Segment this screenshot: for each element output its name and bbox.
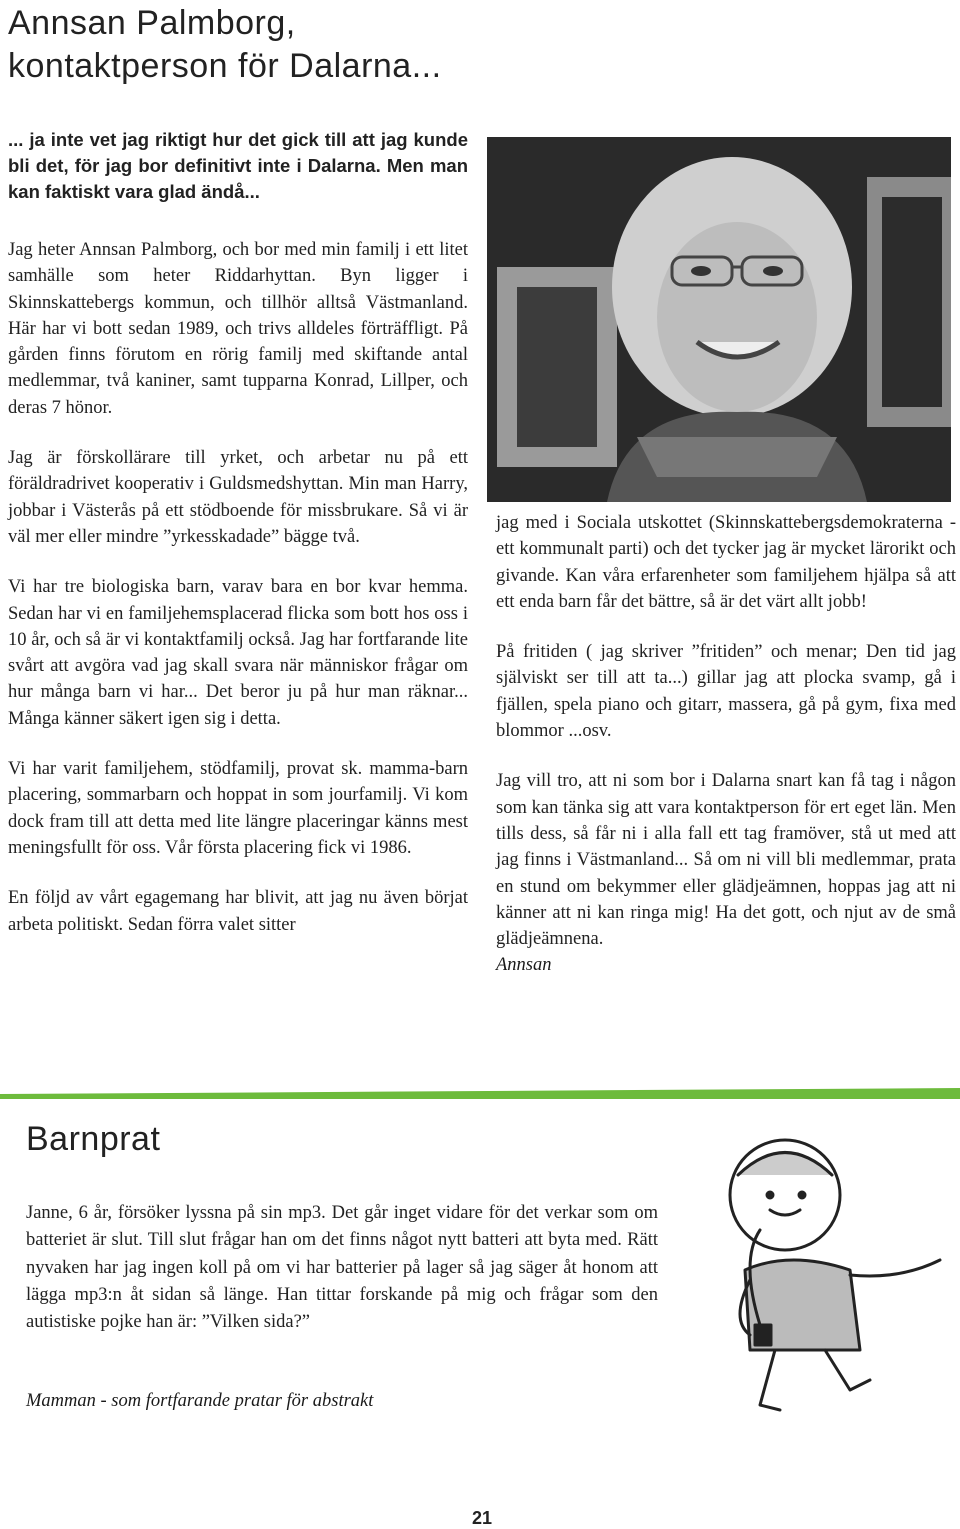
left-column [8,237,468,938]
barnprat-signature: Mamman - som fortfarande pratar för abstrakt [26,1391,374,1411]
barnprat-title: Barnprat [26,1120,161,1158]
paragraph: Jag är förskollärare till yrket, och arbetar nu på ett föräldradrivet kooperativ i Guldsmedshyttan. Min man Harry, jobbar i Västerås på ett stödboende för missbrukare. Så vi är väl mer eller mindre ”yrkesskadade” bägge två. [8,448,468,547]
boy-with-mp3-icon [700,1120,950,1420]
paragraph: Vi har varit familjehem, stödfamilj, provat sk. mamma-barn placering, sommarbarn och hoppat in som jourfamilj. Vi kom dock fram till att detta med lite längre placeringar känns mest meningsfullt för oss. Vår första placering fick vi 1986. [8,759,468,858]
barnprat-body [26,1200,658,1336]
barnprat-paragraph: Janne, 6 år, försöker lyssna på sin mp3. Det går inget vidare för det verkar som om batteriet är slut. Till slut frågar han om det finns något nytt batteri att byta med. Rätt nyvaken har jag ingen koll på om vi har batterier på lager så jag säger åt honom att lägga mp3:n åt sidan så länge. Han tittar forskande på mig och frågar som den autistiske pojke han är: ”Vilken sida?” [26,1203,658,1333]
title-line-1: Annsan Palmborg, [8,4,296,42]
right-column [496,510,956,978]
paragraph: Vi har tre biologiska barn, varav bara en bor kvar hemma. Sedan har vi en familjehemsplacerad flicka som bott hos oss i 10 år, och så är vi kontaktfamilj också. Jag har fortfarande lite svårt att avgöra vad jag skall svara när människor frågar om hur många barn vi har... Det beror ju på hur man räknar... Många känner säkert igen sig i detta. [8,577,468,729]
paragraph: Jag heter Annsan Palmborg, och bor med min familj i ett litet samhälle som heter Riddarhyttan. Byn ligger i Skinnskattebergs kommun, och tillhör alltså Västmanland. Här har vi bott sedan 1989, och trivs alldeles förträffligt. På gården finns förutom en rörig familj med skiftande antal medlemmar, två kaniner, samt tupparna Konrad, Lillper, och deras 7 hönor. [8,240,468,418]
portrait-illustration [487,137,951,502]
section-divider [0,1088,960,1099]
child-illustration [700,1120,950,1420]
title-line-2: kontaktperson för Dalarna... [8,47,442,85]
portrait-photo [487,137,951,502]
paragraph: Jag vill tro, att ni som bor i Dalarna snart kan få tag i någon som kan tänka sig att vara kontaktperson för ert eget län. Men tills dess, så får ni i alla fall ett tag framöver, stå ut med att jag finns i Västmanland... Så om ni vill bli medlemmar, prata en stund om bekymmer eller glädjeämnen, hoppas jag att ni känner att ni kan ringa mig! Ha det gott, och njut av de små glädjeämnena. [496,771,956,950]
article-signature: Annsan [496,955,552,976]
article-intro: ... ja inte vet jag riktigt hur det gick till att jag kunde bli det, för jag bor definitivt inte i Dalarna. Men man kan faktiskt vara glad ändå... [8,129,468,202]
barnprat-signature-wrap [26,1388,526,1414]
paragraph: jag med i Sociala utskottet (Skinnskattebergsdemokraterna - ett kommunalt parti) och det tycker jag är mycket lärorikt och givande. Kan våra erfarenheter som familjehem hjälpa så att ett enda barn får det bättre, så är det värt allt jobb! [496,513,956,612]
page-number: 21 [471,1508,493,1528]
article-title [8,2,608,88]
paragraph: En följd av vårt egagemang har blivit, att jag nu även börjat arbeta politiskt. Sedan förra valet sitter [8,888,468,935]
paragraph: På fritiden ( jag skriver ”fritiden” och menar; Den tid jag själviskt ser till att ta...) gillar jag att plocka svamp, gå i fjällen, spela piano och gitarr, massera, gå på gym, fixa med blommor ...osv. [496,642,956,742]
